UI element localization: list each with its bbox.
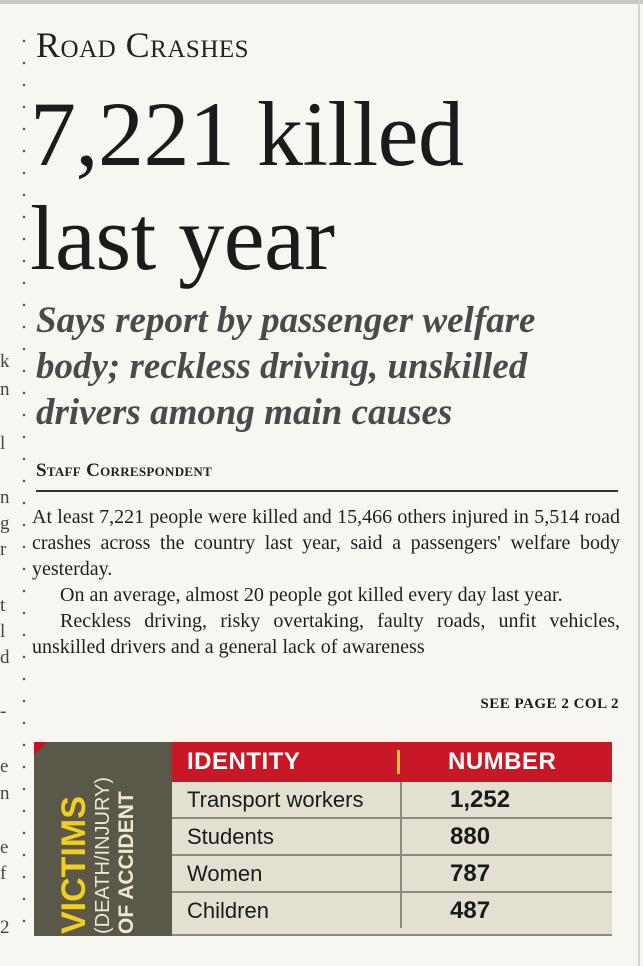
- margin-fragment: r: [0, 539, 7, 560]
- margin-fragment: n: [0, 379, 10, 400]
- margin-fragment: e: [0, 837, 9, 858]
- margin-fragment: k: [0, 351, 10, 372]
- margin-fragment: 2: [0, 917, 10, 938]
- headline-line: 7,221 killed: [30, 83, 464, 185]
- victims-table: [172, 742, 612, 936]
- table-row: [172, 854, 612, 891]
- column-dotted-rule: [22, 30, 26, 930]
- margin-fragment: t: [0, 595, 6, 616]
- byline-rule: [36, 490, 618, 492]
- margin-fragment: l: [0, 621, 6, 642]
- section-kicker: Road Crashes: [36, 25, 250, 65]
- margin-fragment: l: [0, 433, 6, 454]
- identity-cell: Children: [187, 897, 269, 923]
- table-row: [172, 891, 612, 928]
- number-cell: 1,252: [450, 785, 511, 813]
- identity-cell: Transport workers: [187, 786, 364, 812]
- victims-infobox: [34, 742, 612, 936]
- column-header-number: NUMBER: [448, 748, 557, 775]
- table-header: [172, 742, 612, 782]
- victims-rotated-title: [38, 744, 158, 934]
- victims-title: VICTIMS: [55, 796, 93, 934]
- continued-jump-line: SEE PAGE 2 COL 2: [480, 696, 619, 712]
- byline: Staff Correspondent: [36, 460, 213, 481]
- margin-fragment: n: [0, 487, 10, 508]
- identity-cell: Women: [187, 860, 263, 886]
- article-paragraph: At least 7,221 people were killed and 15,466 others injured in 5,514 road crashes across the country last year, said a passengers' welfare body yesterday.: [32, 506, 620, 580]
- article-paragraph: On an average, almost 20 people got killed every day last year.: [60, 584, 563, 606]
- top-rule: [0, 0, 643, 4]
- article-body: [32, 504, 620, 660]
- margin-fragment: n: [0, 783, 10, 804]
- margin-fragment: -: [0, 701, 7, 722]
- number-cell: 787: [450, 859, 491, 887]
- headline: [30, 82, 630, 290]
- victims-label-panel: [34, 742, 162, 936]
- article-paragraph: Reckless driving, risky overtaking, faulty roads, unfit vehicles, unskilled drivers and a general lack of awareness: [32, 610, 620, 658]
- identity-cell: Students: [187, 823, 274, 849]
- margin-fragment: f: [0, 863, 7, 884]
- table-row: [172, 782, 612, 817]
- number-cell: 880: [450, 822, 491, 850]
- table-bottom-rule: [172, 934, 612, 936]
- margin-fragment: e: [0, 756, 9, 777]
- headline-line: last year: [30, 187, 335, 289]
- victims-subtitle-2: OF ACCIDENT: [115, 791, 138, 934]
- margin-fragment: g: [0, 513, 10, 534]
- subheadline: Says report by passenger welfare body; reckless driving, unskilled drivers among main causes: [36, 300, 536, 433]
- victims-subtitle: (DEATH/INJURY): [92, 776, 114, 934]
- column-header-identity: IDENTITY: [187, 748, 301, 775]
- table-row: [172, 817, 612, 854]
- right-column-rule: [638, 0, 640, 966]
- number-cell: 487: [450, 896, 491, 924]
- margin-fragment: d: [0, 647, 10, 668]
